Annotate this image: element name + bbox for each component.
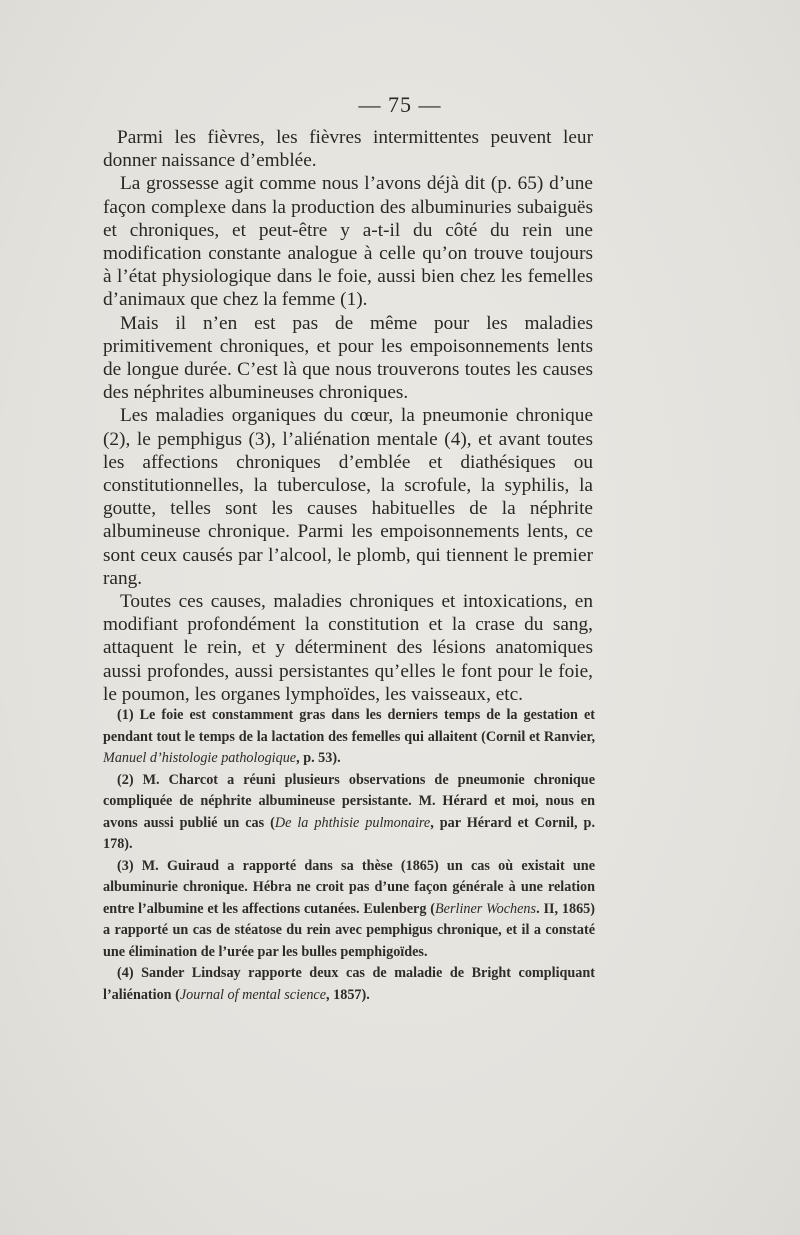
citation-title: De la phthisie pulmonaire [274,814,431,831]
citation-title: Manuel d’histologie pathologique [103,750,297,766]
citation-title: Journal of mental science [179,986,327,1003]
footnote-4: (4) Sander Lindsay rapporte deux cas de maladie de Bright compliquant l’aliénation (Journal of mental science, 1857). [103,965,595,1003]
paragraph: Toutes ces causes, maladies chroniques et intoxications, en modifiant profondément la constitution et la crase du sang, attaquent le rein, et y déterminent des lésions anatomiques aussi profondes, aussi persistantes qu’elles le font pour le foie, le poumon, les organes lymphoïdes, les vaisseaux, etc. [103,591,593,705]
paragraph: Les maladies organiques du cœur, la pneumonie chronique (2), le pemphigus (3), l’aliénation mentale (4), et avant toutes les affections chroniques d’emblée et diathésiques ou constitutionnelles, la tuberculose, la scrofule, la syphilis, la goutte, telles sont les causes habituelles de la néphrite albumineuse chronique. Parmi les empoisonnements lents, ce sont ceux causés par l’alcool, le plomb, qui tiennent le premier rang. [103,405,593,589]
footnote-3: (3) M. Guiraud a rapporté dans sa thèse (1865) un cas où existait une albuminurie chronique. Hébra ne croit pas d’une façon générale à une relation entre l’albumine et les affections cutanées. Eulenberg (Berliner Wochens. II, 1865) a rapporté un cas de stéatose du rein avec pemphigus chronique, et il a constaté une élimination de l’urée par les bulles pemphigoïdes. [103,857,595,960]
paragraph: Mais il n’en est pas de même pour les maladies primitivement chroniques, et pour les empoisonnements lents de longue durée. C’est là que nous trouverons toutes les causes des néphrites albumineuses chroniques. [103,312,593,404]
citation-title: Berliner Wochens [435,900,537,917]
footnote-1: (1) Le foie est constamment gras dans les derniers temps de la gestation et pendant tout le temps de la lactation des femelles qui allaitent (Cornil et Ranvier, Manuel d’histologie pathologique, p. 53). [103,707,595,766]
footnotes [103,705,595,1006]
footnote-2: (2) M. Charcot a réuni plusieurs observations de pneumonie chronique compliquée de néphrite albumineuse persistante. M. Hérard et moi, nous en avons aussi publié un cas (De la phthisie pulmonaire, par Hérard et Cornil, p. 178). [103,771,595,852]
page-number: — 75 — [358,92,442,117]
paragraph: La grossesse agit comme nous l’avons déjà dit (p. 65) d’une façon complexe dans la production des albuminuries subaiguës et chroniques, et peut-être y a-t-il du côté du rein une modification constante analogue à celle qu’on trouve toujours à l’état physiologique dans le foie, aussi bien chez les femelles d’animaux que chez la femme (1). [103,173,593,311]
paragraph: Parmi les fièvres, les fièvres intermittentes peuvent leur donner naissance d’emblée. [103,127,593,172]
main-text [103,126,593,706]
